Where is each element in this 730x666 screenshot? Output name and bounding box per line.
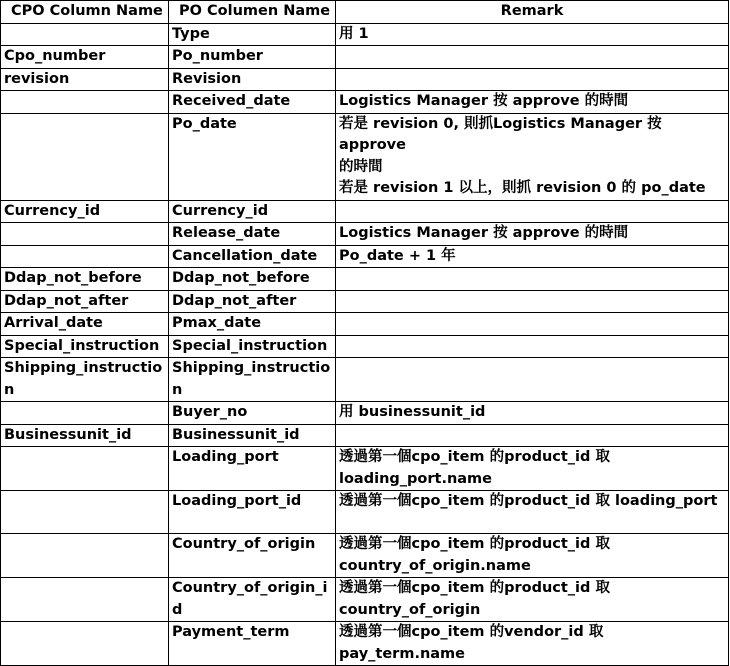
cpo-column-cell xyxy=(1,245,169,268)
cpo-column-cell: Arrival_date xyxy=(1,313,169,336)
header-remark: Remark xyxy=(336,1,729,24)
cpo-column-cell: Businessunit_id xyxy=(1,424,169,447)
po-column-cell: Buyer_no xyxy=(169,402,336,425)
table-row xyxy=(1,313,729,336)
po-column-cell: Ddap_not_before xyxy=(169,268,336,291)
remark-line: 若是 revision 1 以上，則抓 revision 0 的 po_date xyxy=(339,180,706,196)
table-row xyxy=(1,91,729,114)
table-row xyxy=(1,578,729,622)
cpo-column-cell: revision xyxy=(1,68,169,91)
cpo-column-cell xyxy=(1,534,169,578)
header-row xyxy=(1,1,729,24)
po-column-cell: Release_date xyxy=(169,223,336,246)
remark-cell xyxy=(336,91,729,114)
remark-cell xyxy=(336,534,729,578)
po-column-cell: Revision xyxy=(169,68,336,91)
remark-line: 透過第一個cpo_item 的product_id 取 loading_port xyxy=(339,493,718,509)
po-column-cell: Businessunit_id xyxy=(169,424,336,447)
po-column-cell: Loading_port_id xyxy=(169,491,336,534)
po-column-cell: Received_date xyxy=(169,91,336,114)
remark-line: 用 businessunit_id xyxy=(339,404,486,420)
table-row xyxy=(1,622,729,666)
po-column-cell: Cancellation_date xyxy=(169,245,336,268)
remark-cell xyxy=(336,313,729,336)
remark-line: loading_port.name xyxy=(339,470,493,487)
remark-cell xyxy=(336,268,729,291)
table-row xyxy=(1,290,729,313)
cpo-column-cell xyxy=(1,578,169,622)
table-row xyxy=(1,245,729,268)
po-column-cell: Country_of_origin xyxy=(169,534,336,578)
po-column-cell: Currency_id xyxy=(169,200,336,223)
remark-cell xyxy=(336,68,729,91)
po-column-cell: Shipping_instruction xyxy=(169,358,336,402)
remark-cell xyxy=(336,358,729,402)
cpo-column-cell xyxy=(1,622,169,666)
cpo-column-cell: Shipping_instruction xyxy=(1,358,169,402)
remark-cell xyxy=(336,113,729,200)
remark-cell xyxy=(336,223,729,246)
remark-line: Po_date + 1 年 xyxy=(339,247,456,264)
cpo-column-cell: Ddap_not_after xyxy=(1,290,169,313)
remark-line: country_of_origin xyxy=(339,601,481,618)
remark-cell xyxy=(336,424,729,447)
remark-cell xyxy=(336,402,729,425)
table-row xyxy=(1,534,729,578)
remark-cell xyxy=(336,290,729,313)
cpo-column-cell: Currency_id xyxy=(1,200,169,223)
remark-line: country_of_origin.name xyxy=(339,557,531,574)
table-row xyxy=(1,424,729,447)
table-row xyxy=(1,447,729,491)
remark-line: 的時間 xyxy=(339,158,383,175)
cpo-column-cell: Cpo_number xyxy=(1,46,169,69)
remark-cell xyxy=(336,335,729,358)
table-row xyxy=(1,491,729,534)
remark-cell xyxy=(336,622,729,666)
po-column-cell: Po_number xyxy=(169,46,336,69)
po-column-cell: Special_instruction xyxy=(169,335,336,358)
table-row xyxy=(1,335,729,358)
po-column-cell: Po_date xyxy=(169,113,336,200)
remark-cell xyxy=(336,200,729,223)
cpo-column-cell: Ddap_not_before xyxy=(1,268,169,291)
po-column-cell: Type xyxy=(169,23,336,46)
table-row xyxy=(1,223,729,246)
table-body xyxy=(1,23,729,666)
po-column-cell: Payment_term xyxy=(169,622,336,666)
remark-cell xyxy=(336,46,729,69)
remark-cell xyxy=(336,23,729,46)
remark-cell xyxy=(336,491,729,534)
cpo-column-cell xyxy=(1,113,169,200)
cpo-column-cell xyxy=(1,23,169,46)
remark-cell xyxy=(336,578,729,622)
remark-line: pay_term.name xyxy=(339,645,466,662)
table-row xyxy=(1,358,729,402)
remark-line: 透過第一個cpo_item 的product_id 取 xyxy=(339,449,610,465)
table-row xyxy=(1,402,729,425)
cpo-column-cell xyxy=(1,491,169,534)
header-cpo-column-name: CPO Column Name xyxy=(1,1,169,24)
remark-line: 透過第一個cpo_item 的product_id 取 xyxy=(339,580,610,596)
table-header xyxy=(1,1,729,24)
cpo-column-cell xyxy=(1,447,169,491)
cpo-column-cell xyxy=(1,402,169,425)
po-column-cell: Loading_port xyxy=(169,447,336,491)
remark-cell xyxy=(336,447,729,491)
table-row xyxy=(1,268,729,291)
remark-line: 透過第一個cpo_item 的product_id 取 xyxy=(339,536,610,552)
cpo-column-cell: Special_instruction xyxy=(1,335,169,358)
table-row xyxy=(1,68,729,91)
po-column-cell: Ddap_not_after xyxy=(169,290,336,313)
po-column-cell: Pmax_date xyxy=(169,313,336,336)
table-row xyxy=(1,46,729,69)
cpo-column-cell xyxy=(1,223,169,246)
cpo-column-cell xyxy=(1,91,169,114)
po-column-cell: Country_of_origin_id xyxy=(169,578,336,622)
remark-cell xyxy=(336,245,729,268)
remark-line: 用 1 xyxy=(339,25,369,42)
remark-line: Logistics Manager 按 approve 的時間 xyxy=(339,225,629,241)
remark-line: 若是 revision 0, 則抓Logistics Manager 按 approve xyxy=(339,115,662,153)
remark-line: Logistics Manager 按 approve 的時間 xyxy=(339,93,629,109)
table-row xyxy=(1,113,729,200)
header-po-column-name: PO Columen Name xyxy=(169,1,336,24)
table-row xyxy=(1,200,729,223)
remark-line: 透過第一個cpo_item 的vendor_id 取 xyxy=(339,624,604,640)
table-row xyxy=(1,23,729,46)
